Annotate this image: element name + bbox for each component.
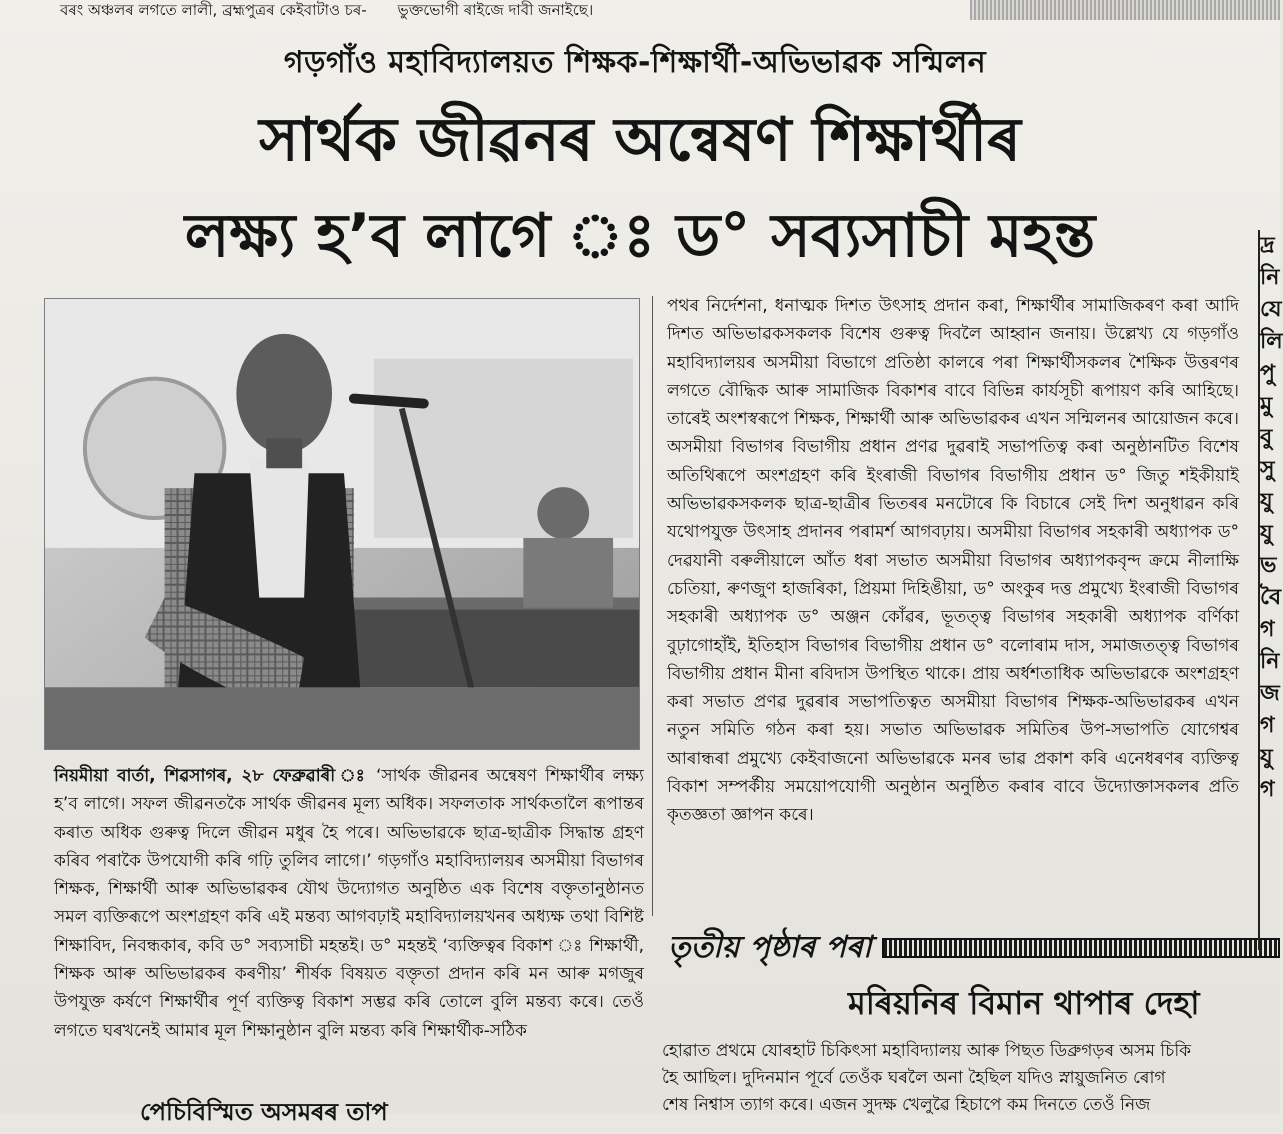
edge-letter: মু bbox=[1260, 393, 1273, 418]
left-article-column bbox=[54, 762, 644, 1045]
second-story-line: শেষ নিশ্বাস ত্যাগ কৰে। এজন সুদক্ষ খেলুৱৈ হিচাপে কম দিনতে তেওঁ নিজ bbox=[662, 1095, 1151, 1115]
edge-letter: দ্ৰ bbox=[1260, 233, 1275, 258]
second-story-body bbox=[662, 1038, 1280, 1119]
second-story-line: হৈ আছিল। দুদিনমান পূৰ্বে তেওঁক ঘৰলৈ অনা হৈছিল যদিও স্নায়ুজনিত ৰোগ bbox=[662, 1068, 1166, 1088]
edge-letter: গ bbox=[1260, 617, 1275, 642]
column-divider bbox=[652, 296, 653, 916]
second-story-line: হোৱাত প্ৰথমে যোৰহাট চিকিৎসা মহাবিদ্যালয় আৰু পিছত ডিব্ৰুগড়ৰ অসম চিকি bbox=[662, 1041, 1192, 1061]
edge-letter: সু bbox=[1260, 457, 1275, 482]
next-story-headline: পেচিবিস্মিত অসমৰৰ তাপ bbox=[140, 1098, 388, 1126]
edge-letter: নি bbox=[1260, 649, 1280, 674]
right-column-body: পথৰ নিৰ্দেশনা, ধনাত্মক দিশত উৎসাহ প্ৰদান কৰা, শিক্ষাৰ্থীৰ সামাজিকৰণ কৰা আদি দিশত অভিভাৱকসকলক বিশেষ গুৰুত্ব দিবলৈ আহ্বান জনায়। উল্লেখ্য যে গড়গাঁও মহাবিদ্যালয়ৰ অসমীয়া বিভাগে প্ৰতিষ্ঠা কালৰে পৰা শিক্ষাৰ্থীসকলৰ শৈক্ষিক উত্তৰণৰ লগতে বৌদ্ধিক আৰু সামাজিক বিকাশৰ বাবে বিভিন্ন কাৰ্যসূচী ৰূপায়ণ কৰি আহিছে। তাৰেই অংশস্বৰূপে শিক্ষক, শিক্ষাৰ্থী আৰু অভিভাৱকৰ এখন সন্মিলনৰ আয়োজন কৰে। অসমীয়া বিভাগৰ বিভাগীয় প্ৰধান প্ৰণৱ দুৱৰাই সভাপতিত্ব কৰা অনুষ্ঠানটিত বিশেষ অতিথিৰূপে অংশগ্ৰহণ কৰি ইংৰাজী বিভাগৰ বিভাগীয় প্ৰধান ড° জিতু শইকীয়াই অভিভাৱকসকলক ছাত্ৰ-ছাত্ৰীৰ ভিতৰৰ মনটোৰে কি বিচাৰে সেই দিশ অনুধাৱন কৰি যথোপযুক্ত উৎসাহ প্ৰদানৰ পৰামৰ্শ আগবঢ়ায়। অসমীয়া বিভাগৰ সহকাৰী অধ্যাপক ড° দেৱযানী বৰুলীয়ালে আঁত ধৰা সভাত অসমীয়া বিভাগৰ অধ্যাপকবৃন্দ ক্ৰমে নীলাক্ষি চেতিয়া, ৰুণজুণ হাজৰিকা, প্ৰিয়মা দিহিঙীয়া, ড° অংকুৰ দত্ত প্ৰমুখ্যে ইংৰাজী বিভাগৰ সহকাৰী অধ্যাপক ড° অঞ্জন কোঁৱৰ, ভূতত্ত্ব বিভাগৰ সহকাৰী অধ্যাপক বৰ্ণিকা বুঢ়াগোহাঁই, ইতিহাস বিভাগৰ বিভাগীয় প্ৰধান ড° বলোৰাম দাস, সমাজতত্ত্ব বিভাগৰ বিভাগীয় প্ৰধান মীনা ৰবিদাস উপস্থিত থাকে। প্ৰায় অৰ্ধশতাধিক অভিভাৱকে অংশগ্ৰহণ কৰা সভাত প্ৰণৱ দুৱৰাৰ সভাপতিত্বত অসমীয়া বিভাগৰ শিক্ষক-অভিভাৱকৰ এখন নতুন সমিতি গঠন কৰা হয়। সভাত অভিভাৱক সমিতিৰ উপ-সভাপতি যোগেশ্বৰ আৰান্ধৰা প্ৰমুখ্যে কেইবাজনো অভিভাৱকে মনৰ ভাৱ প্ৰকাশ কৰি এনেধৰণৰ ব্যক্তিত্ব বিকাশ সম্পৰ্কীয় সময়োপযোগী অনুষ্ঠান অনুষ্ঠিত কৰাৰ বাবে উদ্যোক্তাসকলৰ প্ৰতি কৃতজ্ঞতা জ্ঞাপন কৰে। bbox=[667, 296, 1239, 826]
continued-rule bbox=[882, 938, 1280, 958]
edge-letter: বু bbox=[1260, 425, 1273, 450]
previous-story-strip bbox=[60, 0, 980, 22]
edge-letter: গ bbox=[1260, 777, 1275, 802]
left-column-body: ‘সাৰ্থক জীৱনৰ অন্বেষণ শিক্ষাৰ্থীৰ লক্ষ্য হ’ব লাগে। সফল জীৱনতকৈ সাৰ্থক জীৱনৰ মূল্য অধিক। সফলতাক সাৰ্থকতালৈ ৰূপান্তৰ কৰাত অধিক গুৰুত্ব দিলে জীৱন মধুৰ হৈ পৰে। অভিভাৱকে ছাত্ৰ-ছাত্ৰীক সিদ্ধান্ত গ্ৰহণ কৰিব পৰাকৈ উপযোগী কৰি গঢ়ি তুলিব লাগে।’ গড়গাঁও মহাবিদ্যালয়ৰ অসমীয়া বিভাগৰ শিক্ষক, শিক্ষাৰ্থী আৰু অভিভাৱকৰ যৌথ উদ্যোগত অনুষ্ঠিত এক বিশেষ বক্তৃতানুষ্ঠানত সমল ব্যক্তিৰূপে অংশগ্ৰহণ কৰি এই মন্তব্য আগবঢ়াই মহাবিদ্যালয়খনৰ অধ্যক্ষ তথা বিশিষ্ট শিক্ষাবিদ, নিবন্ধকাৰ, কবি ড° সব্যসাচী মহন্তই। ড° মহন্তই ‘ব্যক্তিত্বৰ বিকাশ ঃ শিক্ষাৰ্থী, শিক্ষক আৰু অভিভাৱকৰ কৰণীয়’ শীৰ্ষক বিষয়ত বক্তৃতা প্ৰদান কৰি মন আৰু মগজুৰ উপযুক্ত কৰ্ষণে শিক্ষাৰ্থীৰ পূৰ্ণ ব্যক্তিত্ব বিকাশ সম্ভৱ কৰি তোলে বুলি মন্তব্য কৰে। তেওঁ লগতে ঘৰখনেই আমাৰ মূল শিক্ষানুষ্ঠান বুলি মন্তব্য কৰি শিক্ষাৰ্থীক-সঠিক bbox=[54, 766, 644, 1041]
edge-letter: যে bbox=[1260, 297, 1282, 322]
top-right-shading bbox=[970, 0, 1280, 20]
second-story-headline: মৰিয়নিৰ বিমান থাপাৰ দেহা bbox=[848, 984, 1200, 1022]
edge-letter: বৈ bbox=[1260, 585, 1282, 610]
edge-letter: যু bbox=[1260, 489, 1273, 514]
speaker-photo-graphic bbox=[45, 299, 639, 749]
edge-letter: নি bbox=[1260, 265, 1280, 290]
article-kicker: গড়গাঁও মহাবিদ্যালয়ত শিক্ষক-শিক্ষাৰ্থী-অভিভাৱক সন্মিলন bbox=[283, 45, 987, 80]
edge-letter: যু bbox=[1260, 521, 1273, 546]
headline-line-2: লক্ষ্য হ’ব লাগে ঃ ড° সব্যসাচী মহন্ত bbox=[184, 201, 1096, 271]
edge-letter: যু bbox=[1260, 745, 1273, 770]
strip-left-text: বৰং অঞ্চলৰ লগতে লালী, ব্ৰহ্মপুত্ৰৰ কেইবাটাও চৰ- bbox=[60, 1, 367, 19]
continued-label: তৃতীয় পৃষ্ঠাৰ পৰা bbox=[668, 929, 872, 965]
strip-right-text: ভুক্তভোগী ৰাইজে দাবী জনাইছে। bbox=[397, 1, 594, 19]
edge-letter: লি bbox=[1260, 329, 1283, 354]
continued-from-page-three bbox=[668, 926, 1280, 970]
edge-letter: পু bbox=[1260, 361, 1275, 386]
speaker-photo bbox=[44, 298, 640, 750]
right-article-column bbox=[667, 292, 1239, 830]
headline-line-1: সাৰ্থক জীৱনৰ অন্বেষণ শিক্ষাৰ্থীৰ bbox=[259, 105, 1021, 175]
edge-letter: জ bbox=[1260, 681, 1280, 706]
edge-letter: গ bbox=[1260, 713, 1275, 738]
edge-letter: ভ bbox=[1260, 553, 1277, 578]
cropped-edge-column bbox=[1258, 230, 1283, 950]
dateline: নিয়মীয়া বাৰ্তা, শিৱসাগৰ, ২৮ ফেব্ৰুৱাৰী ঃ bbox=[54, 766, 368, 786]
